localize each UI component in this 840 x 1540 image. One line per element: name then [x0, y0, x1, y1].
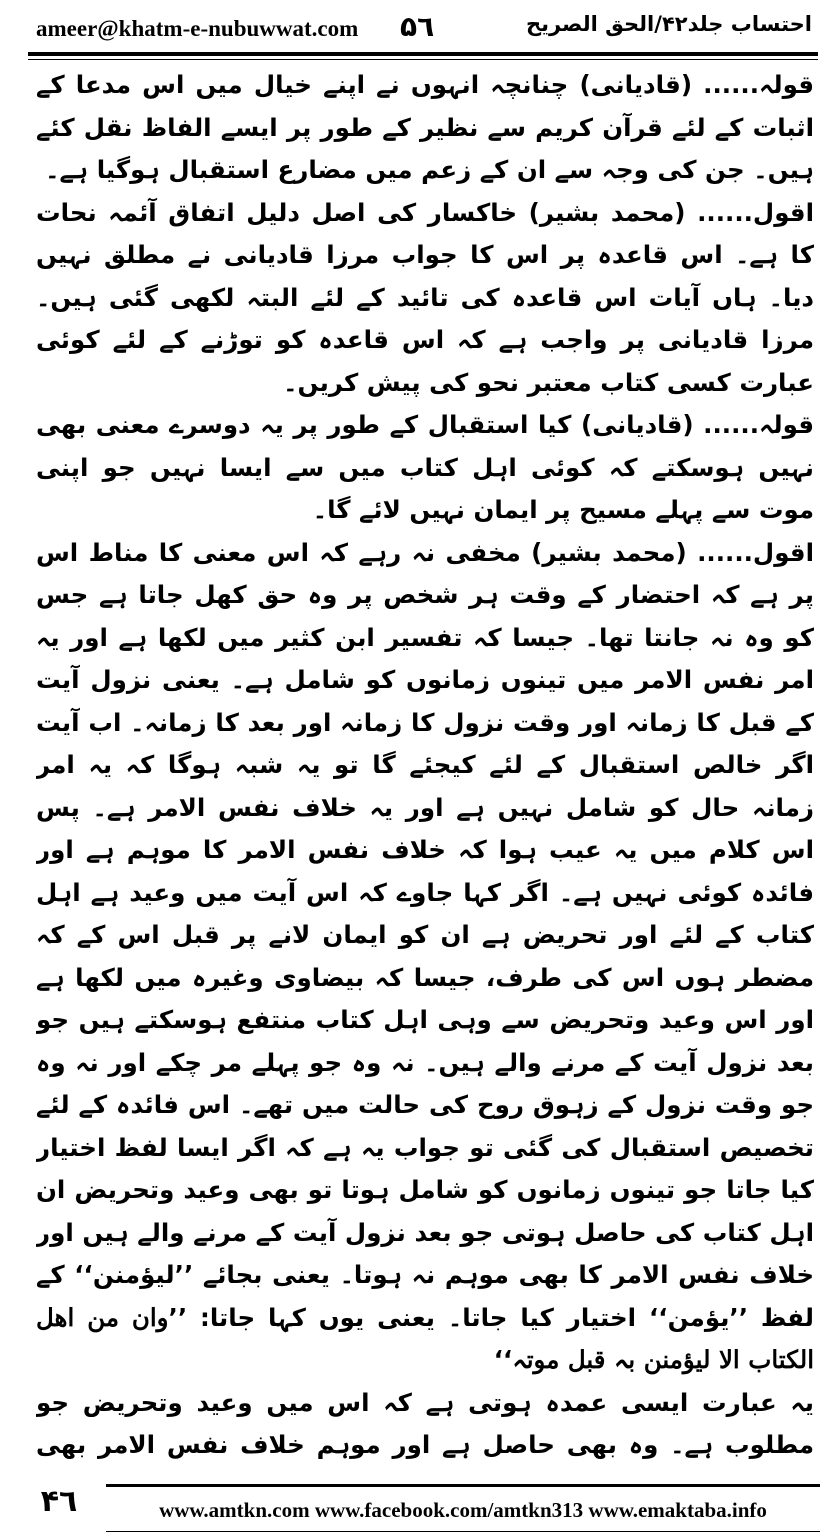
- paragraph-aqoolu-2-text: اقول...... (محمد بشیر) مخفی نہ رہے کہ اس معنی کا مناط اس پر ہے کہ احتضار کے وقت ہر شخص پر وہ حق کھل جاتا ہے جس کو وہ نہ جانتا تھا۔ جیسا کہ تفسیر ابن کثیر میں لکھا ہے اور یہ امر نفس الامر میں تینوں زمانوں کو شامل ہے۔ یعنی نزول آیت کے قبل کا زمانہ اور وقت نزول کا زمانہ اور بعد کا زمانہ۔ اب آیت اگر خالص استقبال کے لئے کیجئے گا تو یہ شبہ ہوگا کہ یہ امر زمانہ حال کو شامل نہیں ہے اور یہ خلاف نفس الامر ہے۔ پس اس کلام میں یہ عیب ہوا کہ خلاف نفس الامر کا موہم ہے اور فائدہ کوئی نہیں ہے۔ اگر کہا جاوے کہ اس آیت میں وعید ہے اہل کتاب کے لئے اور تحریض ہے ان کو ایمان لانے پر قبل اس کے کہ مضطر ہوں اس کی طرف، جیسا کہ بیضاوی وغیرہ میں لکھا ہے اور اس وعید وتحریض سے وہی اہل کتاب منتفع ہوسکتے ہیں جو بعد نزول آیت کے مرنے والے ہیں۔ نہ وہ جو پہلے مر چکے اور نہ وہ جو وقت نزول کے زہوق روح کی حالت میں تھے۔ اس فائدہ کے لئے تخصیص استقبال کی گئی تو جواب یہ ہے کہ اگر ایسا لفظ اختیار کیا جاتا جو تینوں زمانوں کو شامل ہوتا تو بھی وعید وتحریض ان اہل کتاب کی حاصل ہوتی جو بعد نزول آیت کے مرنے والے ہیں اور خلاف نفس الامر کا بھی موہم نہ ہوتا۔ یعنی بجائے ’’لیؤمنن‘‘ کے لفظ ’’یؤمن‘‘ اختیار کیا جاتا۔ یعنی یوں کہا جاتا: ’’: [36, 537, 814, 1332]
- header-rule-thin: [28, 59, 818, 60]
- page-body: [36, 64, 814, 1472]
- footer-page-number: ۴٦: [40, 1484, 78, 1519]
- paragraph-qawluhu-2: قولہ...... (قادیانی) کیا استقبال کے طور پر یہ دوسرے معنی بھی نہیں ہوسکتے کہ کوئی اہل کتاب میں سے ایسا نہیں جو اپنی موت سے پہلے مسیح پر ایمان نہیں لائے گا۔: [36, 410, 814, 524]
- header-page-number: ۵٦: [400, 10, 435, 43]
- header-rule: [28, 52, 818, 56]
- page-footer: [20, 1480, 820, 1528]
- paragraph-conclusion: یہ عبارت ایسی عمدہ ہوتی ہے کہ اس میں وعید وتحریض جو مطلوب ہے۔ وہ بھی حاصل ہے اور موہم خلاف نفس الامر بھی: [36, 1387, 814, 1459]
- paragraph-aqoolu-2: [36, 532, 814, 1382]
- header-title: احتساب جلد۴۲/الحق الصریح: [525, 12, 812, 36]
- footer-links[interactable]: www.amtkn.com www.facebook.com/amtkn313 www.emaktaba.info: [159, 1498, 767, 1522]
- header-email: ameer@khatm-e-nubuwwat.com: [36, 16, 359, 41]
- quote-close-mark: ‘‘: [493, 1345, 513, 1374]
- paragraph-aqoolu-1: اقول...... (محمد بشیر) خاکسار کی اصل دلیل اتفاق آئمہ نحات کا ہے۔ اس قاعدہ پر اس کا جواب مرزا قادیانی نے مطلق نہیں دیا۔ ہاں آیات اس قاعدہ کی تائید کے لئے البتہ لکھی گئی ہیں۔ مرزا قادیانی پر واجب ہے کہ اس قاعدہ کو توڑنے کے لئے کوئی عبارت کسی کتاب معتبر نحو کی پیش کریں۔: [36, 197, 814, 397]
- paragraph-qawluhu-1: قولہ...... (قادیانی) چنانچہ انہوں نے اپنے خیال میں اس مدعا کے اثبات کے لئے قرآن کریم سے نظیر کے طور پر ایسے الفاظ نقل کئے ہیں۔ جن کی وجہ سے ان کے زعم میں مضارع استقبال ہوگیا ہے۔: [36, 70, 814, 184]
- quranic-quote: وان من اھل الکتاب الا لیؤمنن بہ قبل موتہ: [36, 1302, 814, 1374]
- page-header: [28, 10, 818, 50]
